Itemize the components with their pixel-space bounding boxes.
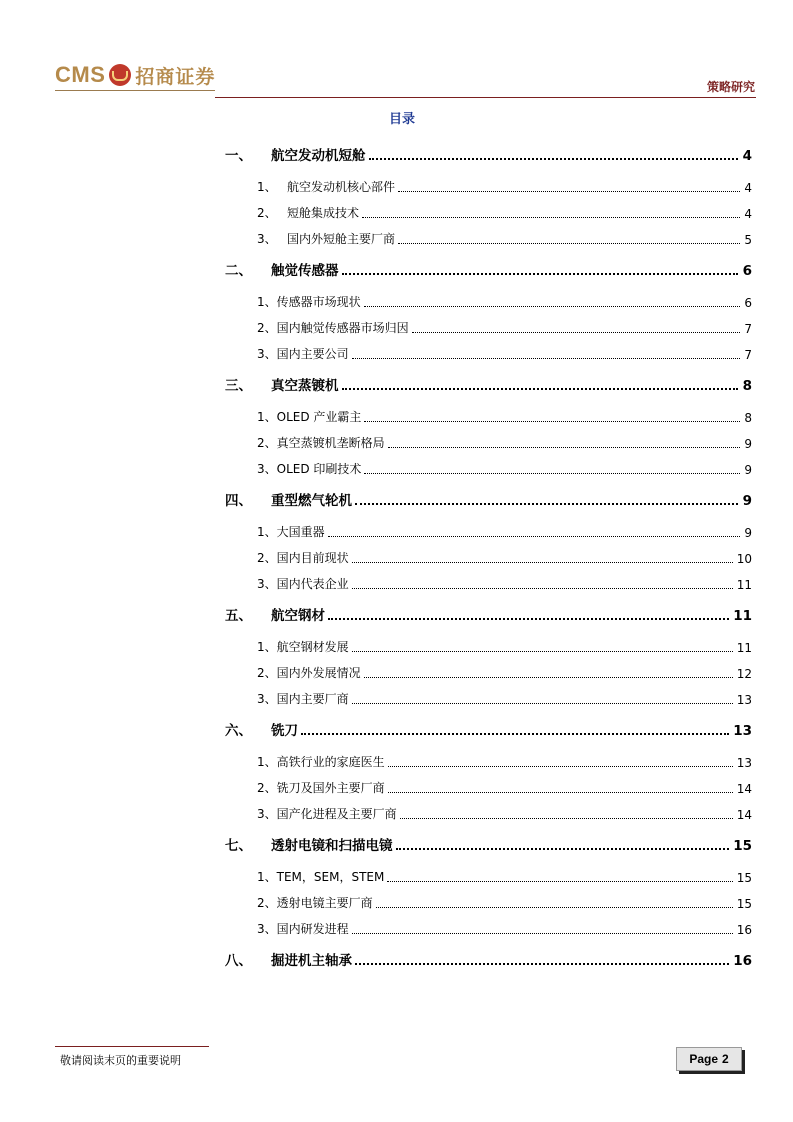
toc-leader-dots — [352, 358, 741, 359]
toc-subsection-entry[interactable] — [225, 744, 752, 770]
toc-subsection-entry[interactable] — [225, 655, 752, 681]
toc-subsection-title: 航空发动机核心部件 — [287, 180, 396, 194]
toc-subsection-page: 15 — [736, 897, 752, 911]
toc-subsection-page: 13 — [736, 693, 752, 707]
toc-leader-dots — [398, 191, 740, 192]
footer-disclaimer-note: 敬请阅读末页的重要说明 — [60, 1054, 181, 1067]
toc-leader-dots — [364, 421, 740, 422]
toc-section-page: 8 — [742, 378, 752, 394]
toc-subsection-number: 2、 — [257, 321, 277, 335]
toc-subsection-title: 国产化进程及主要厂商 — [276, 807, 397, 821]
toc-section-entry[interactable] — [225, 828, 752, 854]
toc-subsection-entry[interactable] — [225, 796, 752, 822]
toc-section-page: 13 — [733, 723, 752, 739]
toc-subsection-number: 3、 — [257, 462, 277, 476]
toc-subsection-entry[interactable] — [225, 566, 752, 592]
toc-subsection-page: 14 — [736, 808, 752, 822]
toc-section-page: 11 — [733, 608, 752, 624]
toc-subsection-number: 2、 — [257, 781, 277, 795]
toc-section-page: 9 — [742, 493, 752, 509]
page-number: 2 — [722, 1052, 729, 1066]
toc-leader-dots — [369, 158, 739, 160]
toc-subsection-entry[interactable] — [225, 310, 752, 336]
toc-subsection-title: 国内代表企业 — [276, 577, 349, 591]
toc-subsection-title: 国内主要公司 — [276, 347, 349, 361]
toc-section-number: 三、 — [225, 378, 252, 394]
toc-section-group — [225, 713, 752, 822]
toc-subsection-title: 航空钢材发展 — [276, 640, 349, 654]
toc-subsection-page: 7 — [744, 322, 752, 336]
toc-leader-dots — [352, 588, 733, 589]
header-divider — [215, 97, 756, 98]
toc-subsection-page: 7 — [744, 348, 752, 362]
toc-subsection-page: 14 — [736, 782, 752, 796]
toc-section-title: 触觉传感器 — [271, 263, 339, 279]
toc-subsection-entry[interactable] — [225, 885, 752, 911]
toc-subsection-page: 15 — [736, 871, 752, 885]
toc-subsection-page: 4 — [744, 207, 752, 221]
toc-subsection-entry[interactable] — [225, 514, 752, 540]
toc-section-title: 重型燃气轮机 — [271, 493, 352, 509]
toc-section-number: 七、 — [225, 838, 252, 854]
toc-section-page: 16 — [733, 953, 752, 969]
toc-subsection-number: 1、 — [257, 525, 277, 539]
toc-subsection-entry[interactable] — [225, 425, 752, 451]
toc-subsection-number: 1、 — [257, 180, 277, 194]
toc-subsection-title: 高铁行业的家庭医生 — [276, 755, 385, 769]
toc-subsection-title: OLED 印刷技术 — [276, 462, 362, 476]
toc-section-number: 五、 — [225, 608, 252, 624]
toc-leader-dots — [301, 733, 729, 735]
toc-subsection-entry[interactable] — [225, 221, 752, 247]
logo-underline — [55, 90, 215, 91]
toc-subsection-entry[interactable] — [225, 451, 752, 477]
toc-section-title: 透射电镜和扫描电镜 — [271, 838, 393, 854]
toc-leader-dots — [342, 388, 739, 390]
toc-leader-dots — [352, 933, 733, 934]
logo-latin-text: CMS — [55, 62, 106, 87]
toc-leader-dots — [364, 473, 740, 474]
toc-subsection-number: 2、 — [257, 666, 277, 680]
toc-subsection-entry[interactable] — [225, 540, 752, 566]
toc-subsection-entry[interactable] — [225, 169, 752, 195]
page-number-box — [676, 1047, 742, 1071]
toc-leader-dots — [412, 332, 741, 333]
toc-subsection-title: 真空蒸镀机垄断格局 — [276, 436, 385, 450]
toc-section-entry[interactable] — [225, 483, 752, 509]
toc-subsection-entry[interactable] — [225, 399, 752, 425]
toc-subsection-title: TEM，SEM，STEM — [276, 870, 385, 884]
toc-leader-dots — [364, 306, 741, 307]
toc-subsection-title: 透射电镜主要厂商 — [276, 896, 373, 910]
toc-leader-dots — [328, 618, 729, 620]
toc-leader-dots — [388, 766, 733, 767]
toc-section-group — [225, 368, 752, 477]
toc-subsection-title: 国内主要厂商 — [276, 692, 349, 706]
toc-subsection-title: 国内目前现状 — [276, 551, 349, 565]
toc-section-title: 真空蒸镀机 — [271, 378, 339, 394]
toc-heading: 目录 — [388, 112, 415, 127]
toc-subsection-entry[interactable] — [225, 770, 752, 796]
company-logo — [55, 60, 215, 90]
toc-section-group — [225, 483, 752, 592]
toc-subsection-number: 1、 — [257, 755, 277, 769]
toc-subsection-title: 铣刀及国外主要厂商 — [276, 781, 385, 795]
toc-section-title: 铣刀 — [271, 723, 298, 739]
toc-section-group — [225, 138, 752, 247]
toc-subsection-entry[interactable] — [225, 681, 752, 707]
toc-subsection-number: 2、 — [257, 206, 277, 220]
toc-section-number: 一、 — [225, 148, 252, 164]
toc-section-group — [225, 943, 752, 969]
toc-subsection-title: OLED 产业霸主 — [276, 410, 362, 424]
toc-subsection-page: 16 — [736, 923, 752, 937]
toc-section-group — [225, 253, 752, 362]
toc-subsection-entry[interactable] — [225, 911, 752, 937]
toc-section-entry[interactable] — [225, 253, 752, 279]
toc-leader-dots — [388, 447, 741, 448]
toc-subsection-number: 3、 — [257, 232, 277, 246]
toc-leader-dots — [328, 536, 741, 537]
toc-subsection-page: 11 — [736, 578, 752, 592]
toc-leader-dots — [387, 881, 732, 882]
toc-section-title: 掘进机主轴承 — [271, 953, 352, 969]
toc-leader-dots — [352, 562, 733, 563]
toc-subsection-entry[interactable] — [225, 336, 752, 362]
toc-subsection-title: 传感器市场现状 — [276, 295, 361, 309]
toc-subsection-entry[interactable] — [225, 195, 752, 221]
toc-leader-dots — [352, 651, 733, 652]
toc-subsection-number: 1、 — [257, 295, 277, 309]
toc-leader-dots — [362, 217, 740, 218]
toc-subsection-number: 1、 — [257, 410, 277, 424]
toc-leader-dots — [376, 907, 733, 908]
toc-subsection-number: 1、 — [257, 640, 277, 654]
toc-subsection-title: 国内触觉传感器市场归因 — [276, 321, 409, 335]
toc-leader-dots — [342, 273, 739, 275]
toc-section-number: 八、 — [225, 953, 252, 969]
toc-leader-dots — [396, 848, 730, 850]
toc-subsection-number: 2、 — [257, 436, 277, 450]
report-type-label: 策略研究 — [706, 80, 755, 94]
toc-section-page: 6 — [742, 263, 752, 279]
toc-subsection-title: 大国重器 — [276, 525, 325, 539]
toc-leader-dots — [400, 818, 733, 819]
toc-leader-dots — [388, 792, 733, 793]
toc-subsection-page: 9 — [744, 463, 752, 477]
toc-leader-dots — [355, 503, 738, 505]
toc-subsection-title: 短舱集成技术 — [287, 206, 360, 220]
toc-subsection-title: 国内研发进程 — [276, 922, 349, 936]
toc-subsection-title: 国内外发展情况 — [276, 666, 361, 680]
toc-subsection-page: 5 — [744, 233, 752, 247]
toc-subsection-page: 10 — [736, 552, 752, 566]
toc-subsection-number: 3、 — [257, 347, 277, 361]
toc-subsection-page: 8 — [744, 411, 752, 425]
toc-section-group — [225, 828, 752, 937]
toc-subsection-number: 1、 — [257, 870, 277, 884]
toc-subsection-number: 3、 — [257, 692, 277, 706]
toc-subsection-entry[interactable] — [225, 629, 752, 655]
toc-leader-dots — [355, 963, 729, 965]
toc-subsection-entry[interactable] — [225, 284, 752, 310]
toc-subsection-page: 11 — [736, 641, 752, 655]
toc-section-group — [225, 598, 752, 707]
toc-section-number: 六、 — [225, 723, 252, 739]
table-of-contents — [225, 138, 752, 975]
toc-subsection-number: 3、 — [257, 807, 277, 821]
toc-section-number: 四、 — [225, 493, 252, 509]
toc-section-title: 航空钢材 — [271, 608, 325, 624]
toc-section-page: 4 — [742, 148, 752, 164]
toc-leader-dots — [364, 677, 733, 678]
toc-section-number: 二、 — [225, 263, 252, 279]
toc-subsection-number: 2、 — [257, 896, 277, 910]
toc-subsection-page: 9 — [744, 437, 752, 451]
toc-subsection-page: 6 — [744, 296, 752, 310]
toc-subsection-page: 13 — [736, 756, 752, 770]
page-label: Page — [689, 1052, 718, 1066]
toc-subsection-page: 9 — [744, 526, 752, 540]
toc-subsection-number: 2、 — [257, 551, 277, 565]
toc-subsection-page: 12 — [736, 667, 752, 681]
toc-leader-dots — [352, 703, 733, 704]
toc-subsection-number: 3、 — [257, 577, 277, 591]
toc-leader-dots — [398, 243, 740, 244]
toc-subsection-entry[interactable] — [225, 859, 752, 885]
footer-divider — [55, 1046, 209, 1047]
toc-subsection-number: 3、 — [257, 922, 277, 936]
toc-section-entry[interactable] — [225, 943, 752, 969]
toc-section-entry[interactable] — [225, 368, 752, 394]
logo-chinese-text: 招商证券 — [135, 65, 216, 88]
toc-section-entry[interactable] — [225, 598, 752, 624]
toc-section-title: 航空发动机短舱 — [271, 148, 366, 164]
toc-section-entry[interactable] — [225, 713, 752, 739]
toc-section-page: 15 — [733, 838, 752, 854]
logo-emblem-icon — [109, 64, 131, 86]
toc-section-entry[interactable] — [225, 138, 752, 164]
toc-subsection-page: 4 — [744, 181, 752, 195]
toc-subsection-title: 国内外短舱主要厂商 — [287, 232, 396, 246]
